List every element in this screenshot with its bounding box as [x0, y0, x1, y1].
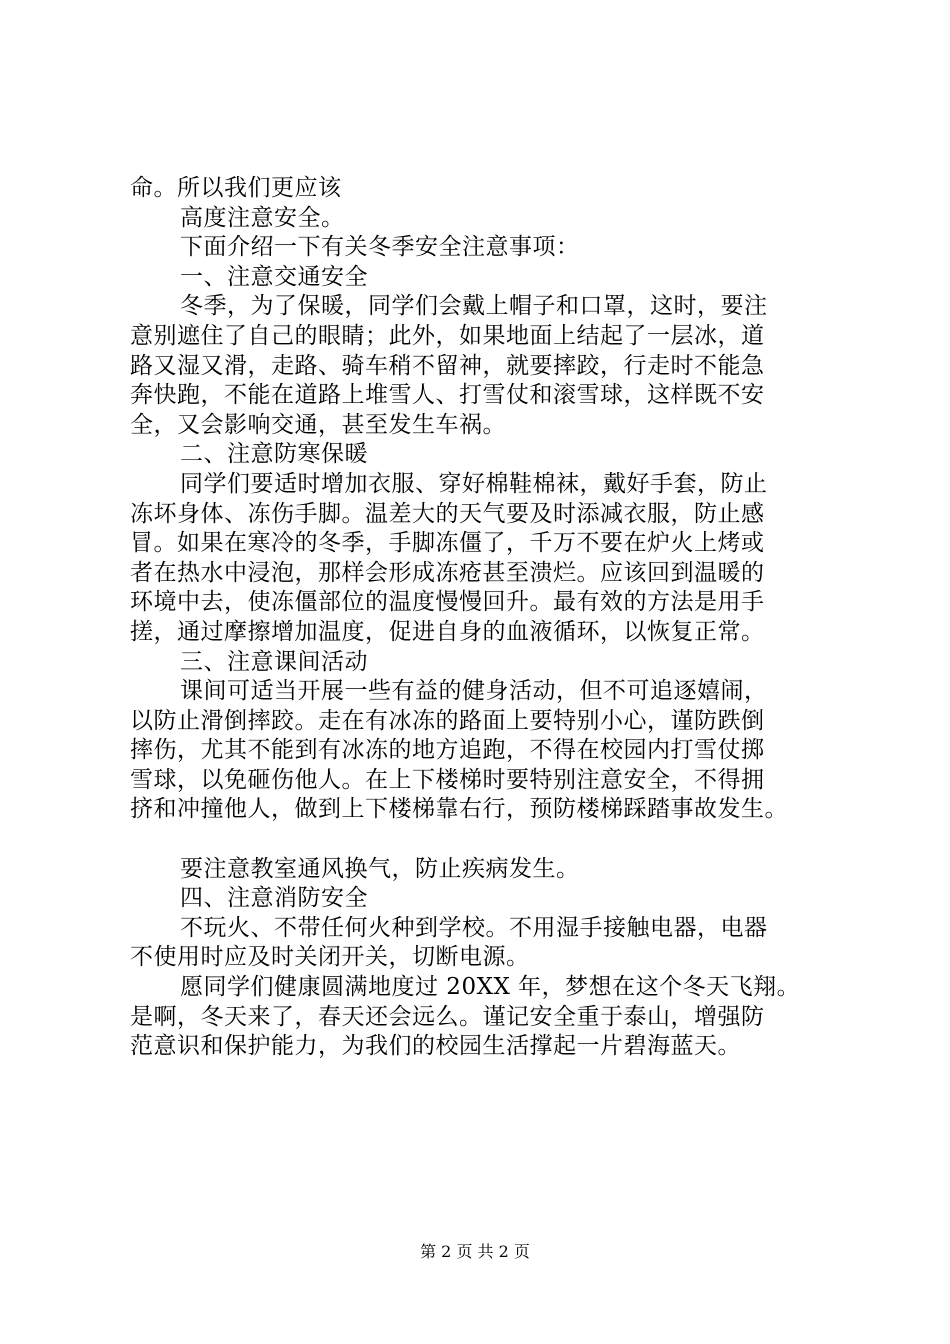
text-line: 二、注意防寒保暖 — [180, 441, 368, 468]
text-line: 课间可适当开展一些有益的健身活动，但不可追逐嬉闹， — [180, 678, 768, 705]
document-body — [130, 174, 830, 1062]
text-line: 不使用时应及时关闭开关，切断电源。 — [130, 944, 530, 971]
text-line: 要注意教室通风换气，防止疾病发生。 — [180, 855, 580, 882]
text-line: 冒。如果在寒冷的冬季，手脚冻僵了，千万不要在炉火上烤或 — [130, 530, 765, 557]
text-line: 冬季，为了保暖，同学们会戴上帽子和口罩，这时，要注 — [180, 293, 768, 320]
text-line: 摔伤，尤其不能到有冰冻的地方追跑，不得在校园内打雪仗掷 — [130, 737, 765, 764]
text-line: 雪球，以免砸伤他人。在上下楼梯时要特别注意安全，不得拥 — [130, 766, 765, 793]
text-line: 全，又会影响交通，甚至发生车祸。 — [130, 411, 506, 438]
blank-line — [130, 825, 830, 855]
text-line: 范意识和保护能力，为我们的校园生活撑起一片碧海蓝天。 — [130, 1033, 741, 1060]
page-footer: 第 2 页 共 2 页 — [420, 1242, 530, 1261]
text-line: 不玩火、不带任何火种到学校。不用湿手接触电器，电器 — [180, 914, 768, 941]
text-line: 以防止滑倒摔跤。走在有冰冻的路面上要特别小心，谨防跌倒 — [130, 707, 765, 734]
text-line: 愿同学们健康圆满地度过 20XX 年，梦想在这个冬天飞翔。 — [180, 974, 801, 1001]
text-line: 搓，通过摩擦增加温度，促进自身的血液循环，以恢复正常。 — [130, 618, 765, 645]
text-line: 高度注意安全。 — [180, 204, 345, 231]
text-line: 命。所以我们更应该 — [130, 175, 342, 201]
text-line: 四、注意消防安全 — [180, 885, 368, 912]
text-line: 环境中去，使冻僵部位的温度慢慢回升。最有效的方法是用手 — [130, 589, 765, 616]
text-line: 三、注意课间活动 — [180, 648, 368, 675]
text-line: 意别遮住了自己的眼睛；此外，如果地面上结起了一层冰，道 — [130, 322, 765, 349]
text-line: 是啊，冬天来了，春天还会远么。谨记安全重于泰山，增强防 — [130, 1003, 765, 1030]
text-line: 一、注意交通安全 — [180, 263, 368, 290]
text-line: 冻坏身体、冻伤手脚。温差大的天气要及时添减衣服，防止感 — [130, 500, 765, 527]
text-line: 奔快跑，不能在道路上堆雪人、打雪仗和滚雪球，这样既不安 — [130, 382, 765, 409]
text-line: 同学们要适时增加衣服、穿好棉鞋棉袜，戴好手套，防止 — [180, 470, 768, 497]
text-line: 挤和冲撞他人，做到上下楼梯靠右行，预防楼梯踩踏事故发生。 — [130, 796, 788, 823]
text-line: 路又湿又滑，走路、骑车稍不留神，就要摔跤，行走时不能急 — [130, 352, 765, 379]
text-line: 者在热水中浸泡，那样会形成冻疮甚至溃烂。应该回到温暖的 — [130, 559, 765, 586]
text-line: 下面介绍一下有关冬季安全注意事项： — [180, 234, 580, 261]
